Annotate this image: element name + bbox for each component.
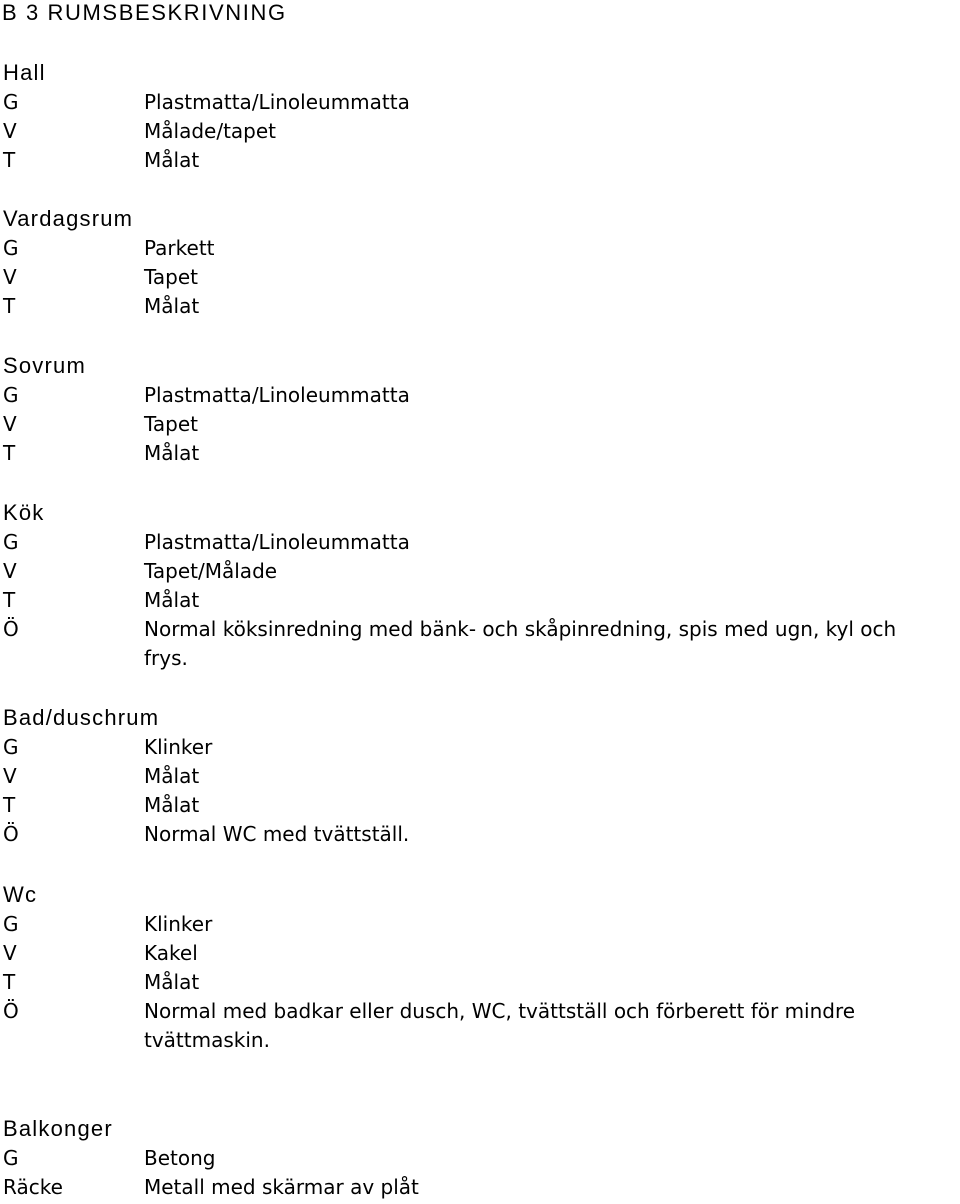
surface-code: G — [3, 90, 19, 114]
surface-description: Tapet — [144, 265, 199, 289]
surface-description: Målat — [144, 793, 200, 817]
section-heading: Kök — [3, 500, 45, 525]
surface-code: T — [3, 441, 16, 465]
surface-description: Målat — [144, 970, 200, 994]
document-title: B 3 RUMSBESKRIVNING — [2, 0, 287, 25]
surface-description: Kakel — [144, 941, 198, 965]
surface-code: Ö — [3, 822, 19, 846]
surface-description: Tapet — [144, 412, 199, 436]
surface-code: Ö — [3, 999, 19, 1023]
surface-code: V — [3, 265, 17, 289]
section-heading: Bad/duschrum — [3, 705, 160, 730]
surface-code: G — [3, 383, 19, 407]
surface-code: Räcke — [3, 1175, 63, 1199]
surface-description: Plastmatta/Linoleummatta — [144, 383, 410, 407]
section-heading: Wc — [3, 882, 38, 907]
surface-code: V — [3, 412, 17, 436]
surface-code: G — [3, 530, 19, 554]
surface-description-line-1: Normal med badkar eller dusch, WC, tvättställ och förberett för mindre — [144, 999, 856, 1023]
surface-code: V — [3, 119, 17, 143]
surface-description: Målade/tapet — [144, 119, 277, 143]
surface-code: G — [3, 735, 19, 759]
surface-description: Målat — [144, 441, 200, 465]
surface-code: G — [3, 912, 19, 936]
surface-code: Ö — [3, 617, 19, 641]
surface-description: Klinker — [144, 735, 213, 759]
surface-description: Betong — [144, 1146, 216, 1170]
surface-code: V — [3, 764, 17, 788]
section-heading: Vardagsrum — [3, 206, 134, 231]
surface-code: T — [3, 294, 16, 318]
surface-code: V — [3, 941, 17, 965]
surface-description: Målat — [144, 294, 200, 318]
surface-description-line-2: frys. — [144, 646, 188, 670]
surface-description: Målat — [144, 764, 200, 788]
surface-code: T — [3, 148, 16, 172]
surface-description: Tapet/Målade — [144, 559, 278, 583]
surface-code: G — [3, 1146, 19, 1170]
surface-description-line-1: Normal köksinredning med bänk- och skåpinredning, spis med ugn, kyl och — [144, 617, 897, 641]
surface-description: Parkett — [144, 236, 215, 260]
section-heading: Hall — [3, 60, 46, 85]
surface-code: T — [3, 588, 16, 612]
surface-description: Målat — [144, 588, 200, 612]
surface-description: Plastmatta/Linoleummatta — [144, 90, 410, 114]
surface-description: Normal WC med tvättställ. — [144, 822, 410, 846]
surface-code: T — [3, 793, 16, 817]
surface-code: V — [3, 559, 17, 583]
surface-description: Målat — [144, 148, 200, 172]
surface-code: T — [3, 970, 16, 994]
surface-description: Metall med skärmar av plåt — [144, 1175, 419, 1199]
surface-code: G — [3, 236, 19, 260]
surface-description: Plastmatta/Linoleummatta — [144, 530, 410, 554]
section-heading: Sovrum — [3, 353, 86, 378]
surface-description-line-2: tvättmaskin. — [144, 1028, 270, 1052]
section-heading: Balkonger — [3, 1116, 113, 1141]
surface-description: Klinker — [144, 912, 213, 936]
